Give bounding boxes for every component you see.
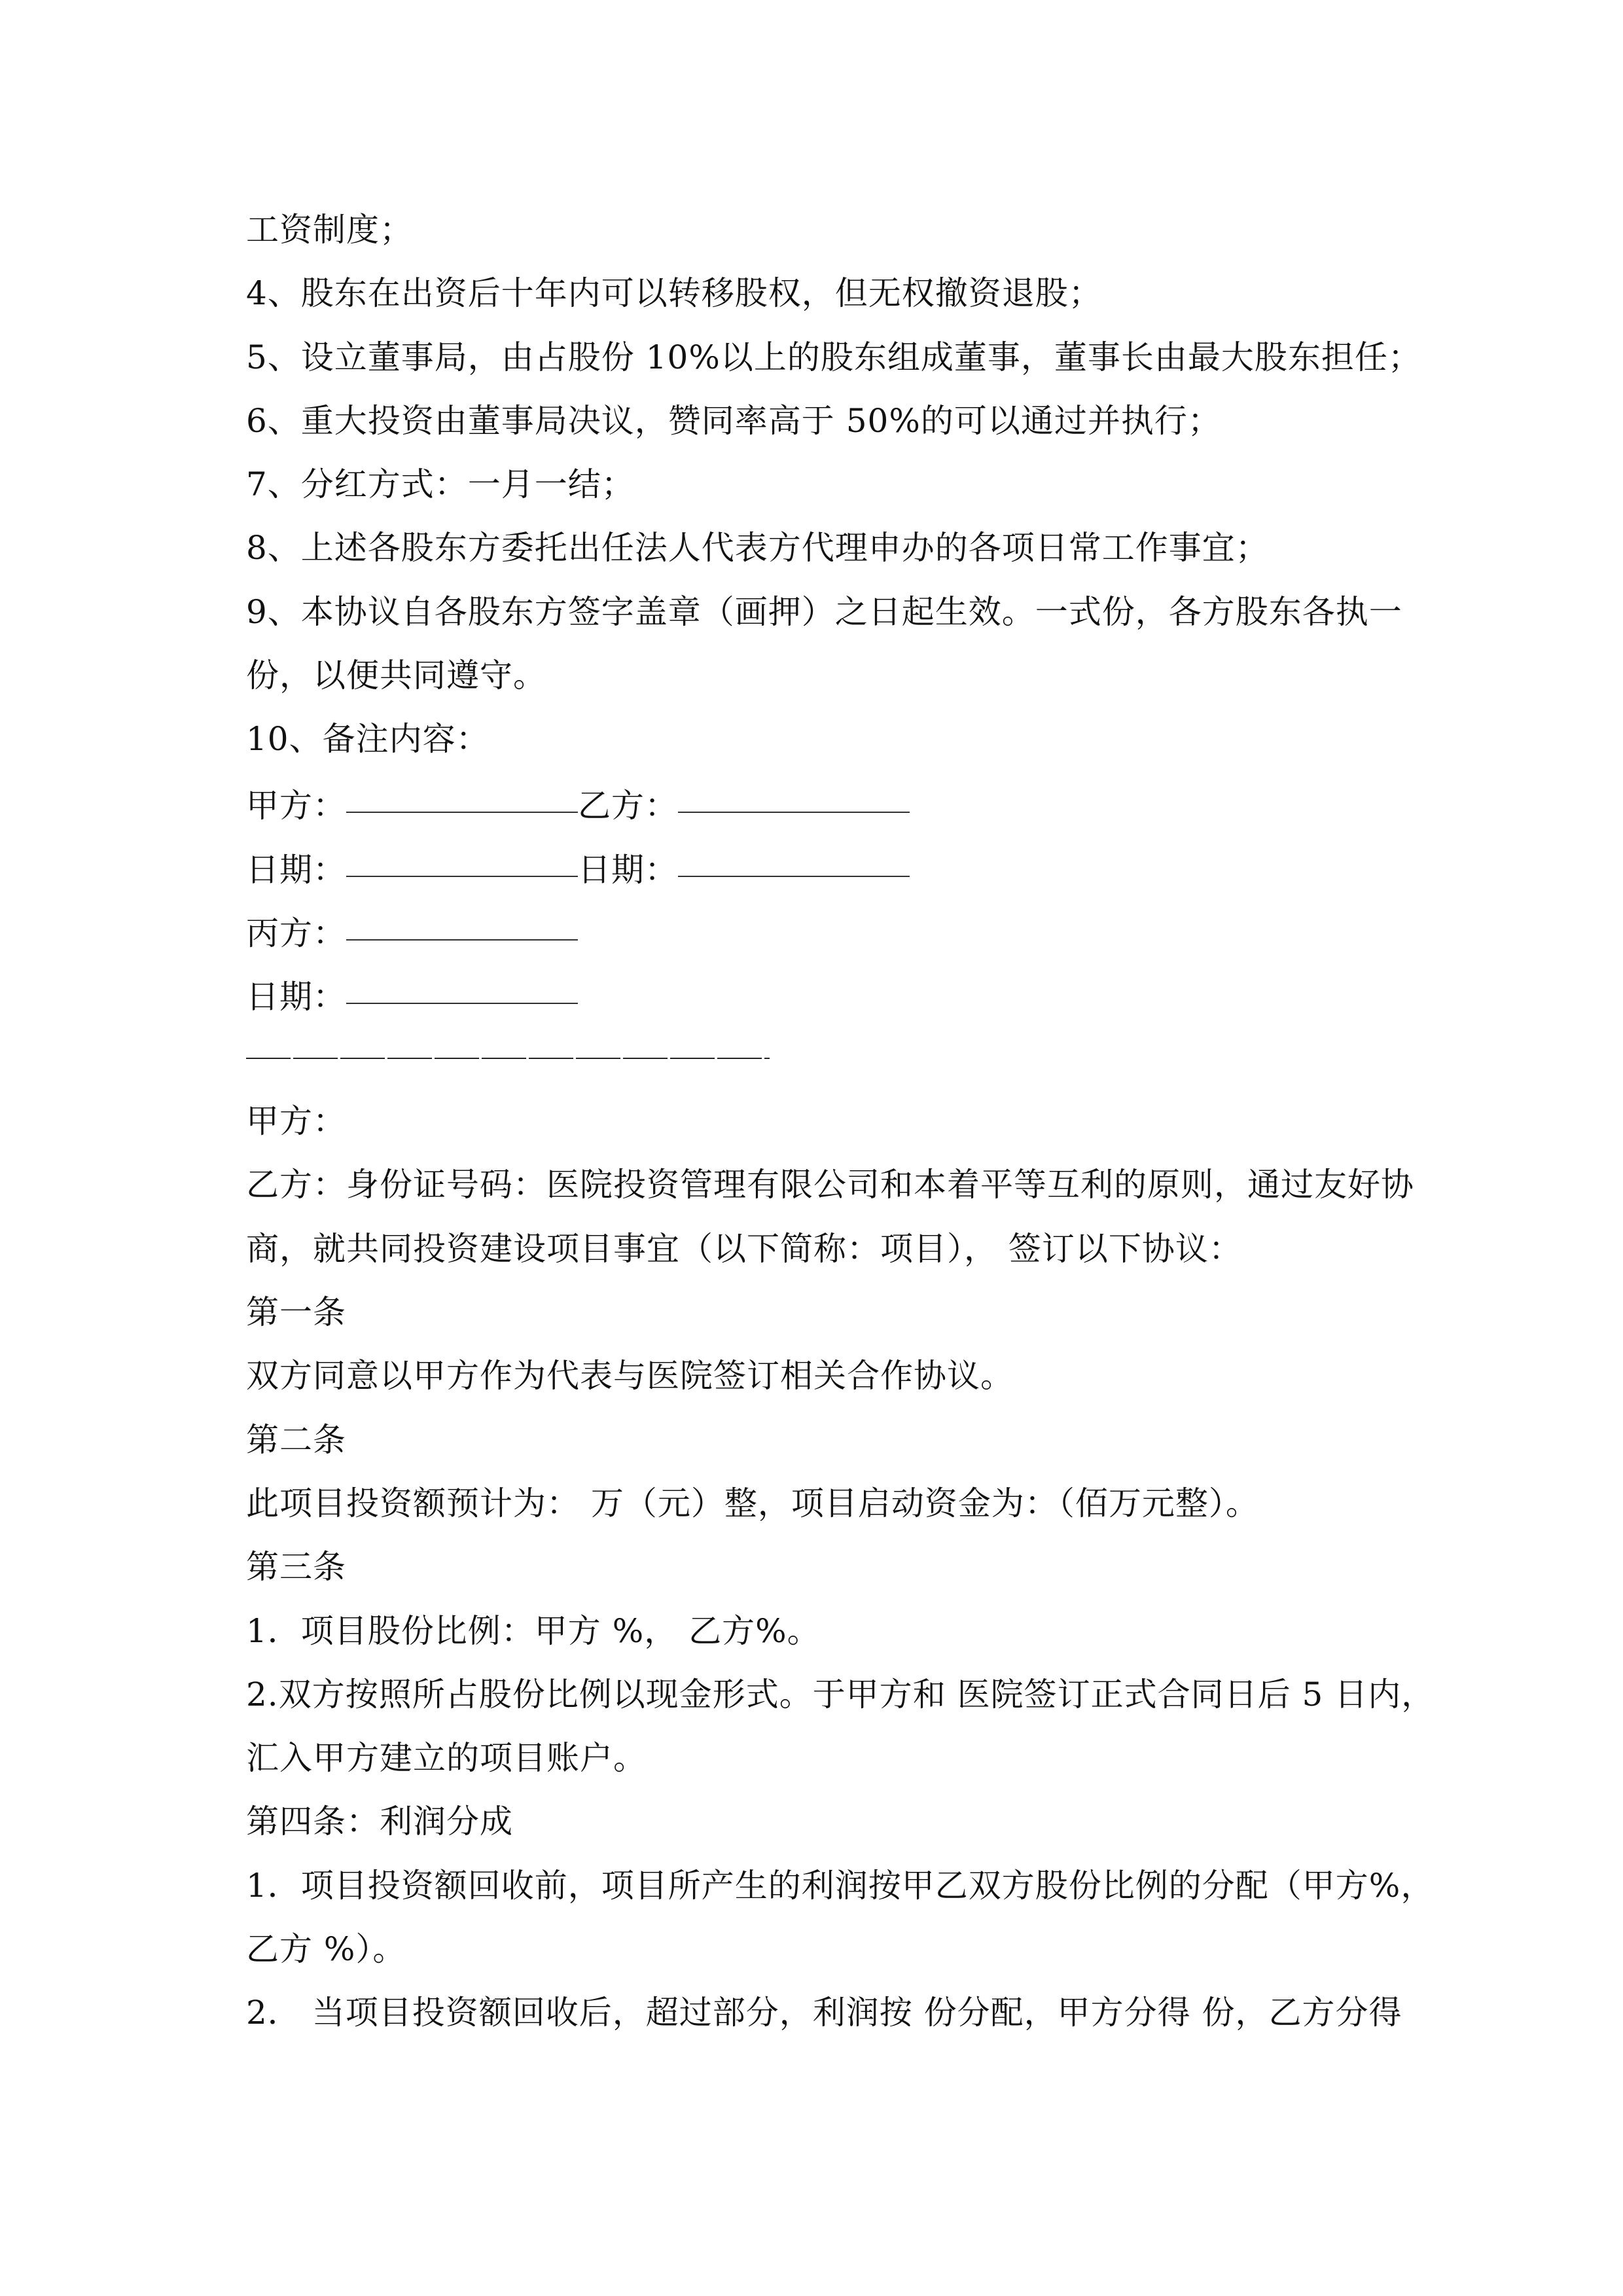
date-3-blank bbox=[346, 1003, 578, 1004]
clause-5: 5、设立董事局，由占股份 10%以上的股东组成董事，董事长由最大股东担任； bbox=[246, 338, 1421, 376]
clause-6: 6、重大投资由董事局决议，赞同率高于 50%的可以通过并执行； bbox=[246, 401, 1221, 440]
party-b-intro-cont: 商，就共同投资建设项目事宜（以下简称：项目）， 签订以下协议： bbox=[246, 1229, 1242, 1268]
party-b-label: 乙方： bbox=[578, 787, 678, 825]
clause-9: 9、本协议自各股东方签字盖章（画押）之日起生效。一式份，各方股东各执一 bbox=[246, 592, 1402, 631]
clause-8: 8、上述各股东方委托出任法人代表方代理申办的各项日常工作事宜； bbox=[246, 529, 1269, 567]
date-2-blank bbox=[678, 876, 910, 877]
article-1-text: 双方同意以甲方作为代表与医院签订相关合作协议。 bbox=[246, 1357, 1014, 1395]
clause-text: 工资制度； bbox=[246, 211, 413, 249]
signature-row-ab bbox=[246, 772, 1398, 835]
clause-4: 4、股东在出资后十年内可以转移股权，但无权撤资退股； bbox=[246, 274, 1102, 313]
party-a-header: 甲方： bbox=[246, 1102, 346, 1141]
party-b-intro: 乙方：身份证号码：医院投资管理有限公司和本着平等互利的原则，通过友好协 bbox=[246, 1166, 1414, 1204]
article-4-item-1: 1．项目投资额回收前，项目所产生的利润按甲乙双方股份比例的分配（甲方%， bbox=[246, 1866, 1435, 1905]
party-a-blank bbox=[346, 812, 578, 813]
date-1-label: 日期： bbox=[246, 850, 346, 889]
clause-10: 10、备注内容： bbox=[246, 720, 490, 759]
article-4-item-2: 2． 当项目投资额回收后，超过部分，利润按 份分配，甲方分得 份，乙方分得 bbox=[246, 1994, 1402, 2032]
article-2-text: 此项目投资额预计为： 万（元）整，项目启动资金为：（佰万元整）。 bbox=[246, 1484, 1259, 1522]
section-divider bbox=[246, 1026, 1398, 1090]
article-2-title: 第二条 bbox=[246, 1420, 346, 1459]
party-a-label: 甲方： bbox=[246, 787, 346, 825]
date-3-label: 日期： bbox=[246, 978, 346, 1016]
article-3-title: 第三条 bbox=[246, 1548, 346, 1587]
article-3-item-1: 1．项目股份比例：甲方 %， 乙方%。 bbox=[246, 1611, 821, 1650]
divider-line bbox=[246, 1058, 770, 1059]
party-c-blank bbox=[346, 939, 578, 941]
party-b-blank bbox=[678, 812, 910, 813]
signature-row-date-c bbox=[246, 963, 1398, 1026]
date-2-label: 日期： bbox=[578, 850, 678, 889]
signature-row-c bbox=[246, 899, 1398, 962]
signature-row-dates bbox=[246, 835, 1398, 899]
article-1-title: 第一条 bbox=[246, 1293, 346, 1332]
article-4-item-1-cont: 乙方 %）。 bbox=[246, 1930, 406, 1969]
clause-7: 7、分红方式：一月一结； bbox=[246, 465, 635, 504]
article-3-item-2: 2.双方按照所占股份比例以现金形式。于甲方和 医院签订正式合同日后 5 日内， bbox=[246, 1675, 1435, 1713]
article-4-title: 第四条：利润分成 bbox=[246, 1803, 513, 1841]
clause-9-cont: 份，以便共同遵守。 bbox=[246, 656, 546, 695]
date-1-blank bbox=[346, 876, 578, 877]
document-body bbox=[246, 198, 1435, 2045]
article-3-item-2-cont: 汇入甲方建立的项目账户。 bbox=[246, 1739, 647, 1778]
party-c-label: 丙方： bbox=[246, 914, 346, 952]
